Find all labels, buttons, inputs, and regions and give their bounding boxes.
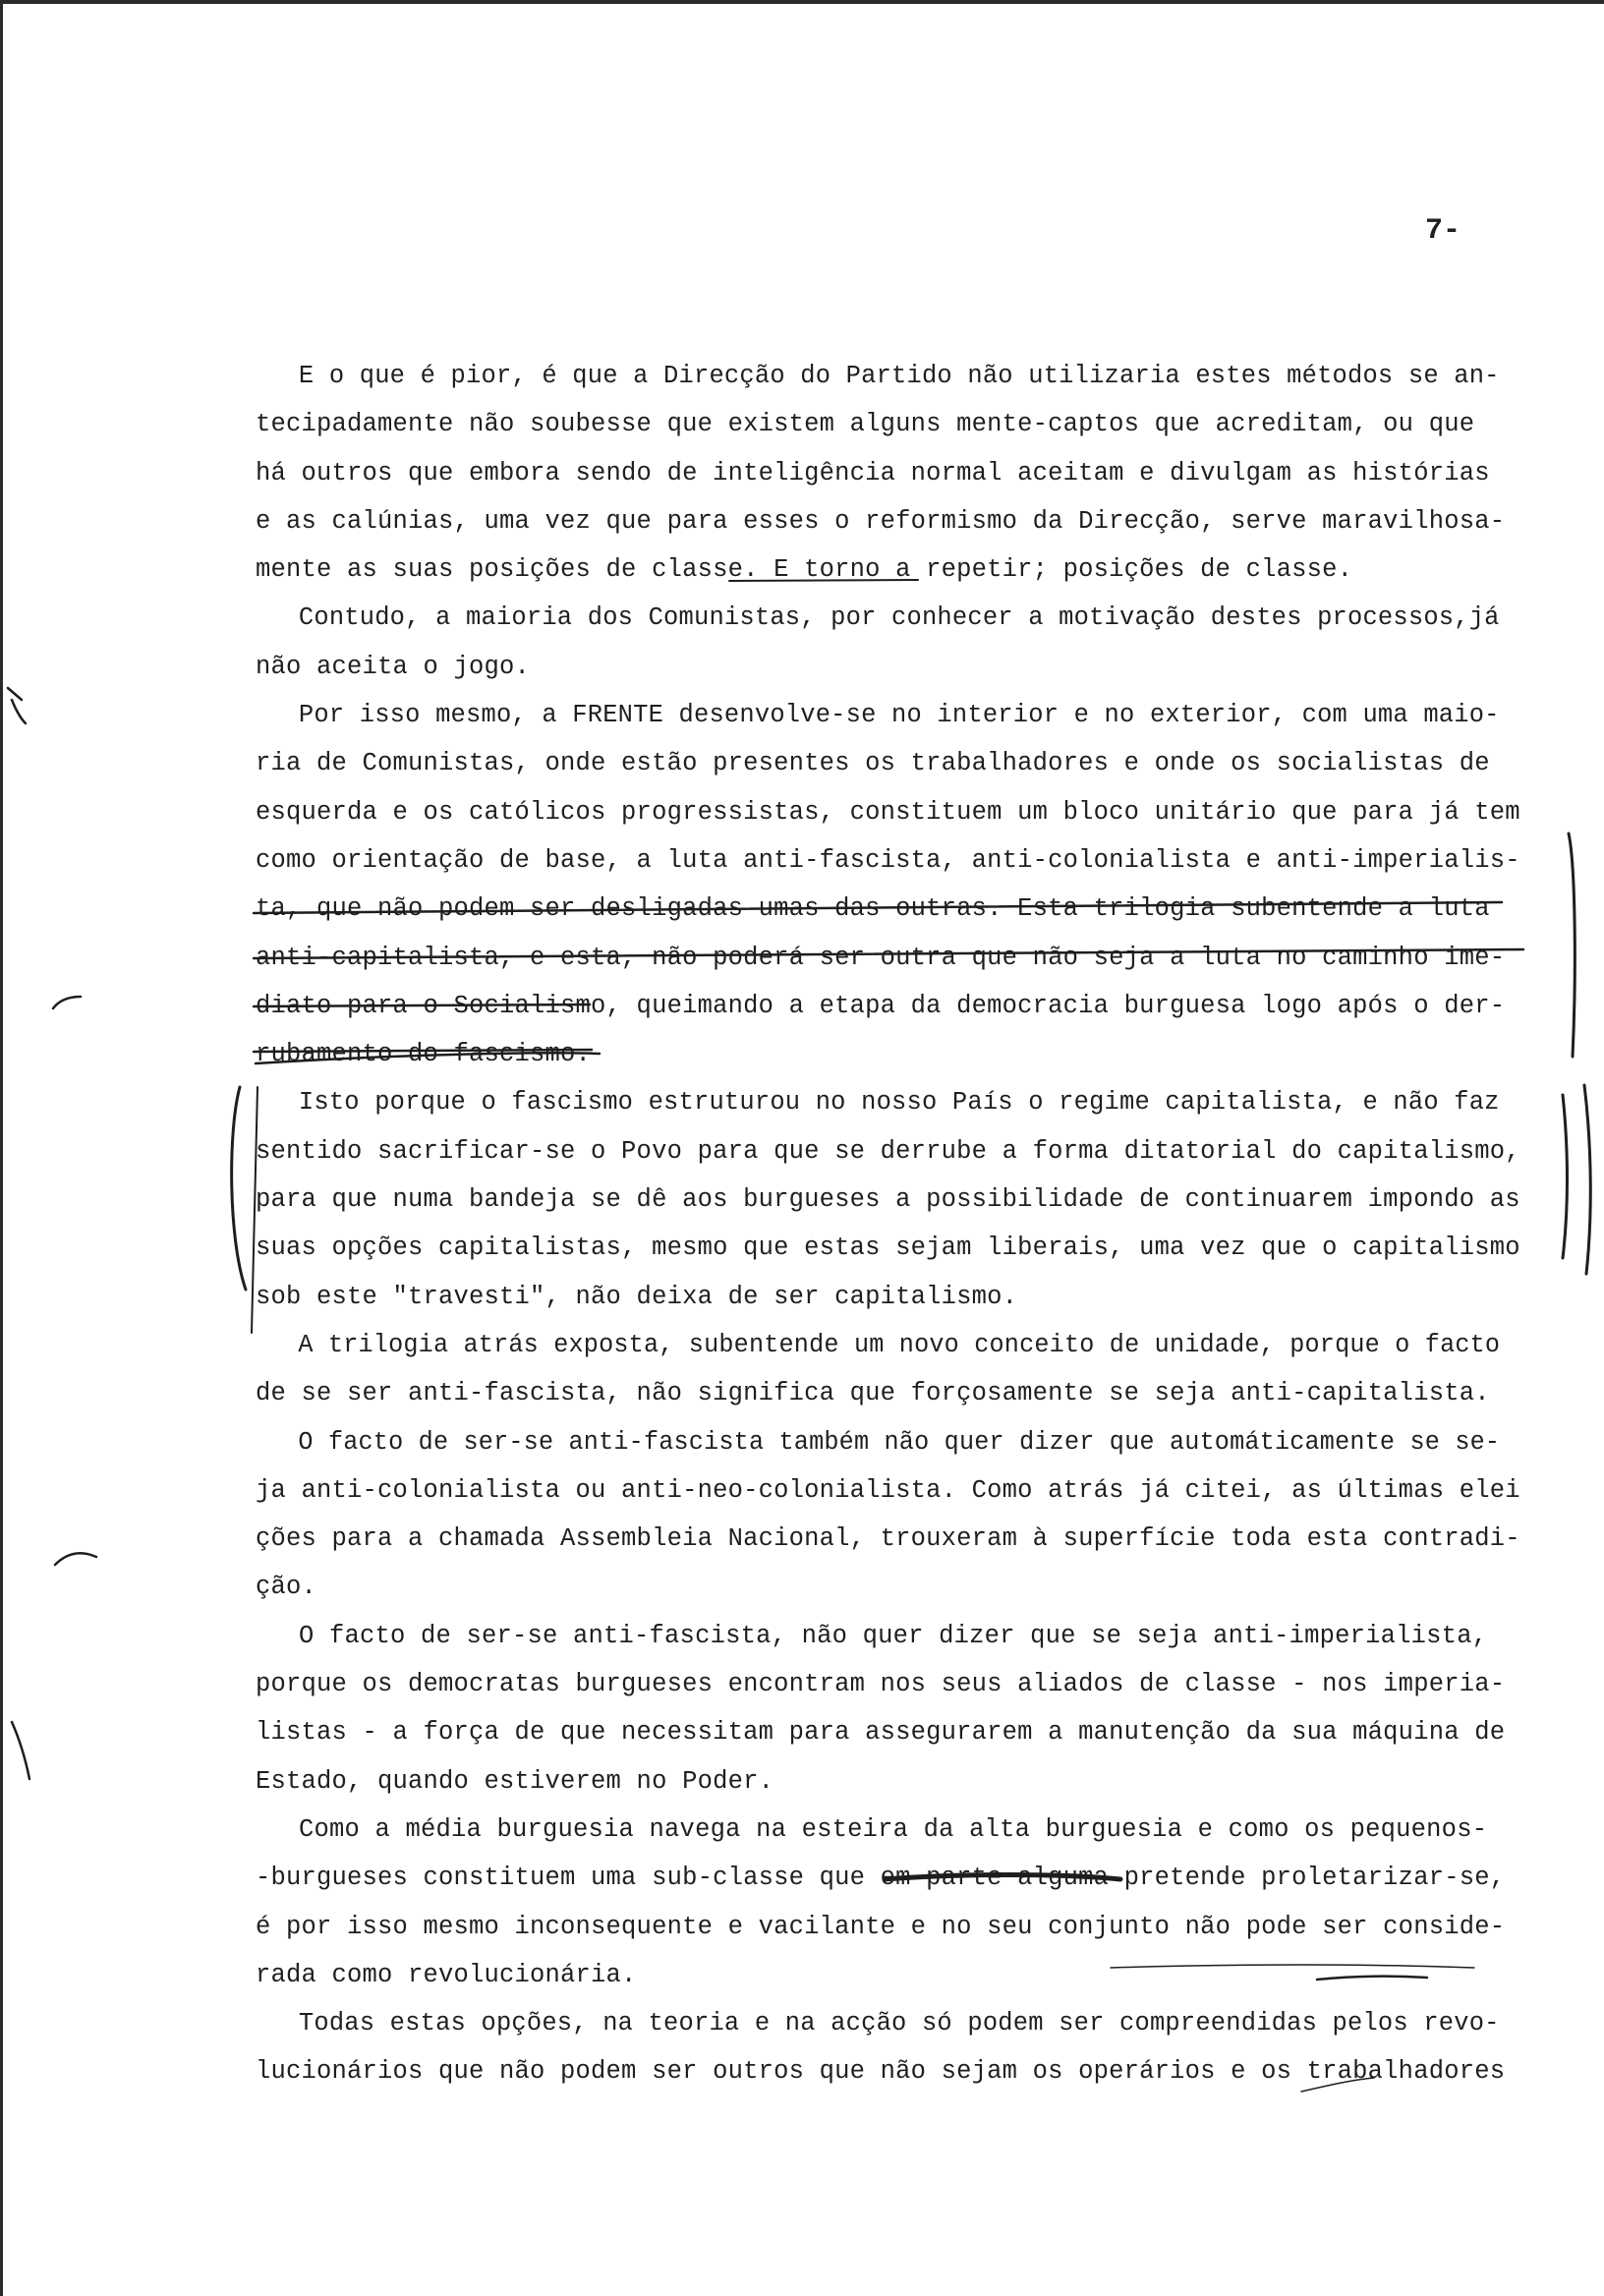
document-body	[256, 352, 1543, 2096]
text-line: ção.	[256, 1573, 317, 1602]
page-top-edge	[0, 0, 1604, 4]
text-line: E o que é pior, é que a Direcção do Partido não utilizaria estes métodos se an-	[298, 362, 1500, 390]
text-line: Isto porque o fascismo estruturou no nosso País o regime capitalista, e não faz	[298, 1088, 1500, 1118]
text-line: Estado, quando estiverem no Poder.	[256, 1766, 774, 1796]
bracket-right-middle-1	[1563, 1095, 1568, 1258]
text-line: rubamento do fascismo.	[256, 1040, 592, 1069]
text-line: diato para o Socialismo, queimando a etapa da democracia burguesa logo após o der-	[256, 991, 1506, 1020]
text-line: O facto de ser-se anti-fascista também não quer dizer que automáticamente se se-	[298, 1427, 1501, 1457]
text-line: para que numa bandeja se dê aos burgueses a possibilidade de continuarem impondo as	[256, 1185, 1520, 1215]
text-line: sob este "travesti", não deixa de ser capitalismo.	[256, 1282, 1018, 1311]
bracket-right-top	[1569, 833, 1575, 1057]
text-line: ria de Comunistas, onde estão presentes os trabalhadores e onde os socialistas de	[256, 749, 1490, 778]
text-line: esquerda e os católicos progressistas, constituem um bloco unitário que para já tem	[256, 797, 1520, 827]
stray-mark-left-1	[53, 997, 81, 1008]
text-line: ções para a chamada Assembleia Nacional, trouxeram à superfície toda esta contradi-	[256, 1524, 1520, 1554]
text-line: O facto de ser-se anti-fascista, não quer dizer que se seja anti-imperialista,	[299, 1621, 1488, 1650]
text-line: sentido sacrificar-se o Povo para que se derrube a forma ditatorial do capitalismo,	[256, 1136, 1520, 1166]
text-line: como orientação de base, a luta anti-fascista, anti-colonialista e anti-imperialis-	[256, 845, 1520, 875]
text-line: suas opções capitalistas, mesmo que estas sejam liberais, uma vez que o capitalismo	[256, 1234, 1520, 1263]
text-line: não aceita o jogo.	[256, 652, 531, 681]
stray-mark-left-3	[8, 688, 26, 723]
text-line: e as calúnias, uma vez que para esses o reformismo da Direcção, serve maravilhosa-	[256, 506, 1506, 536]
text-line: Contudo, a maioria dos Comunistas, por conhecer a motivação destes processos,já	[298, 603, 1500, 633]
page-number: 7-	[1425, 214, 1461, 248]
text-line: de se ser anti-fascista, não significa que forçosamente se seja anti-capitalista.	[256, 1379, 1490, 1408]
text-line: Por isso mesmo, a FRENTE desenvolve-se no interior e no exterior, com uma maio-	[298, 701, 1500, 730]
text-line: lucionários que não podem ser outros que não sejam os operários e os trabalhadores	[256, 2057, 1506, 2087]
text-line: A trilogia atrás exposta, subentende um novo conceito de unidade, porque o facto	[298, 1330, 1501, 1359]
text-line: ta, que não podem ser desligadas umas das outras. Esta trilogia subentende a luta	[256, 894, 1490, 924]
text-line: rada como revolucionária.	[256, 1960, 637, 1989]
page-left-edge	[0, 0, 3, 2296]
text-line: Todas estas opções, na teoria e na acção só podem ser compreendidas pelos revo-	[298, 2009, 1500, 2038]
bracket-right-middle-2	[1584, 1085, 1590, 1274]
text-line: anti-capitalista, e esta, não poderá ser outra que não seja a luta no caminho ime-	[256, 943, 1506, 972]
text-line: é por isso mesmo inconsequente e vacilante e no seu conjunto não pode ser conside-	[256, 1912, 1506, 1941]
bracket-left-middle	[232, 1087, 246, 1290]
text-line: tecipadamente não soubesse que existem alguns mente-captos que acreditam, ou que	[256, 410, 1475, 439]
text-line: há outros que embora sendo de inteligência normal aceitam e divulgam as histórias	[256, 458, 1490, 488]
text-line: listas - a força de que necessitam para assegurarem a manutenção da sua máquina de	[256, 1718, 1506, 1748]
text-line: mente as suas posições de classe. E torno a repetir; posições de classe.	[256, 555, 1353, 585]
text-line: porque os democratas burgueses encontram nos seus aliados de classe - nos imperia-	[256, 1670, 1506, 1699]
stray-mark-left-2	[55, 1553, 96, 1565]
text-line: Como a média burguesia navega na esteira da alta burguesia e como os pequenos-	[299, 1814, 1488, 1844]
stray-mark-left-4	[12, 1722, 29, 1779]
text-line: ja anti-colonialista ou anti-neo-colonialista. Como atrás já citei, as últimas elei	[256, 1475, 1520, 1505]
text-line: -burgueses constituem uma sub-classe que em parte alguma pretende proletarizar-se,	[256, 1864, 1506, 1893]
